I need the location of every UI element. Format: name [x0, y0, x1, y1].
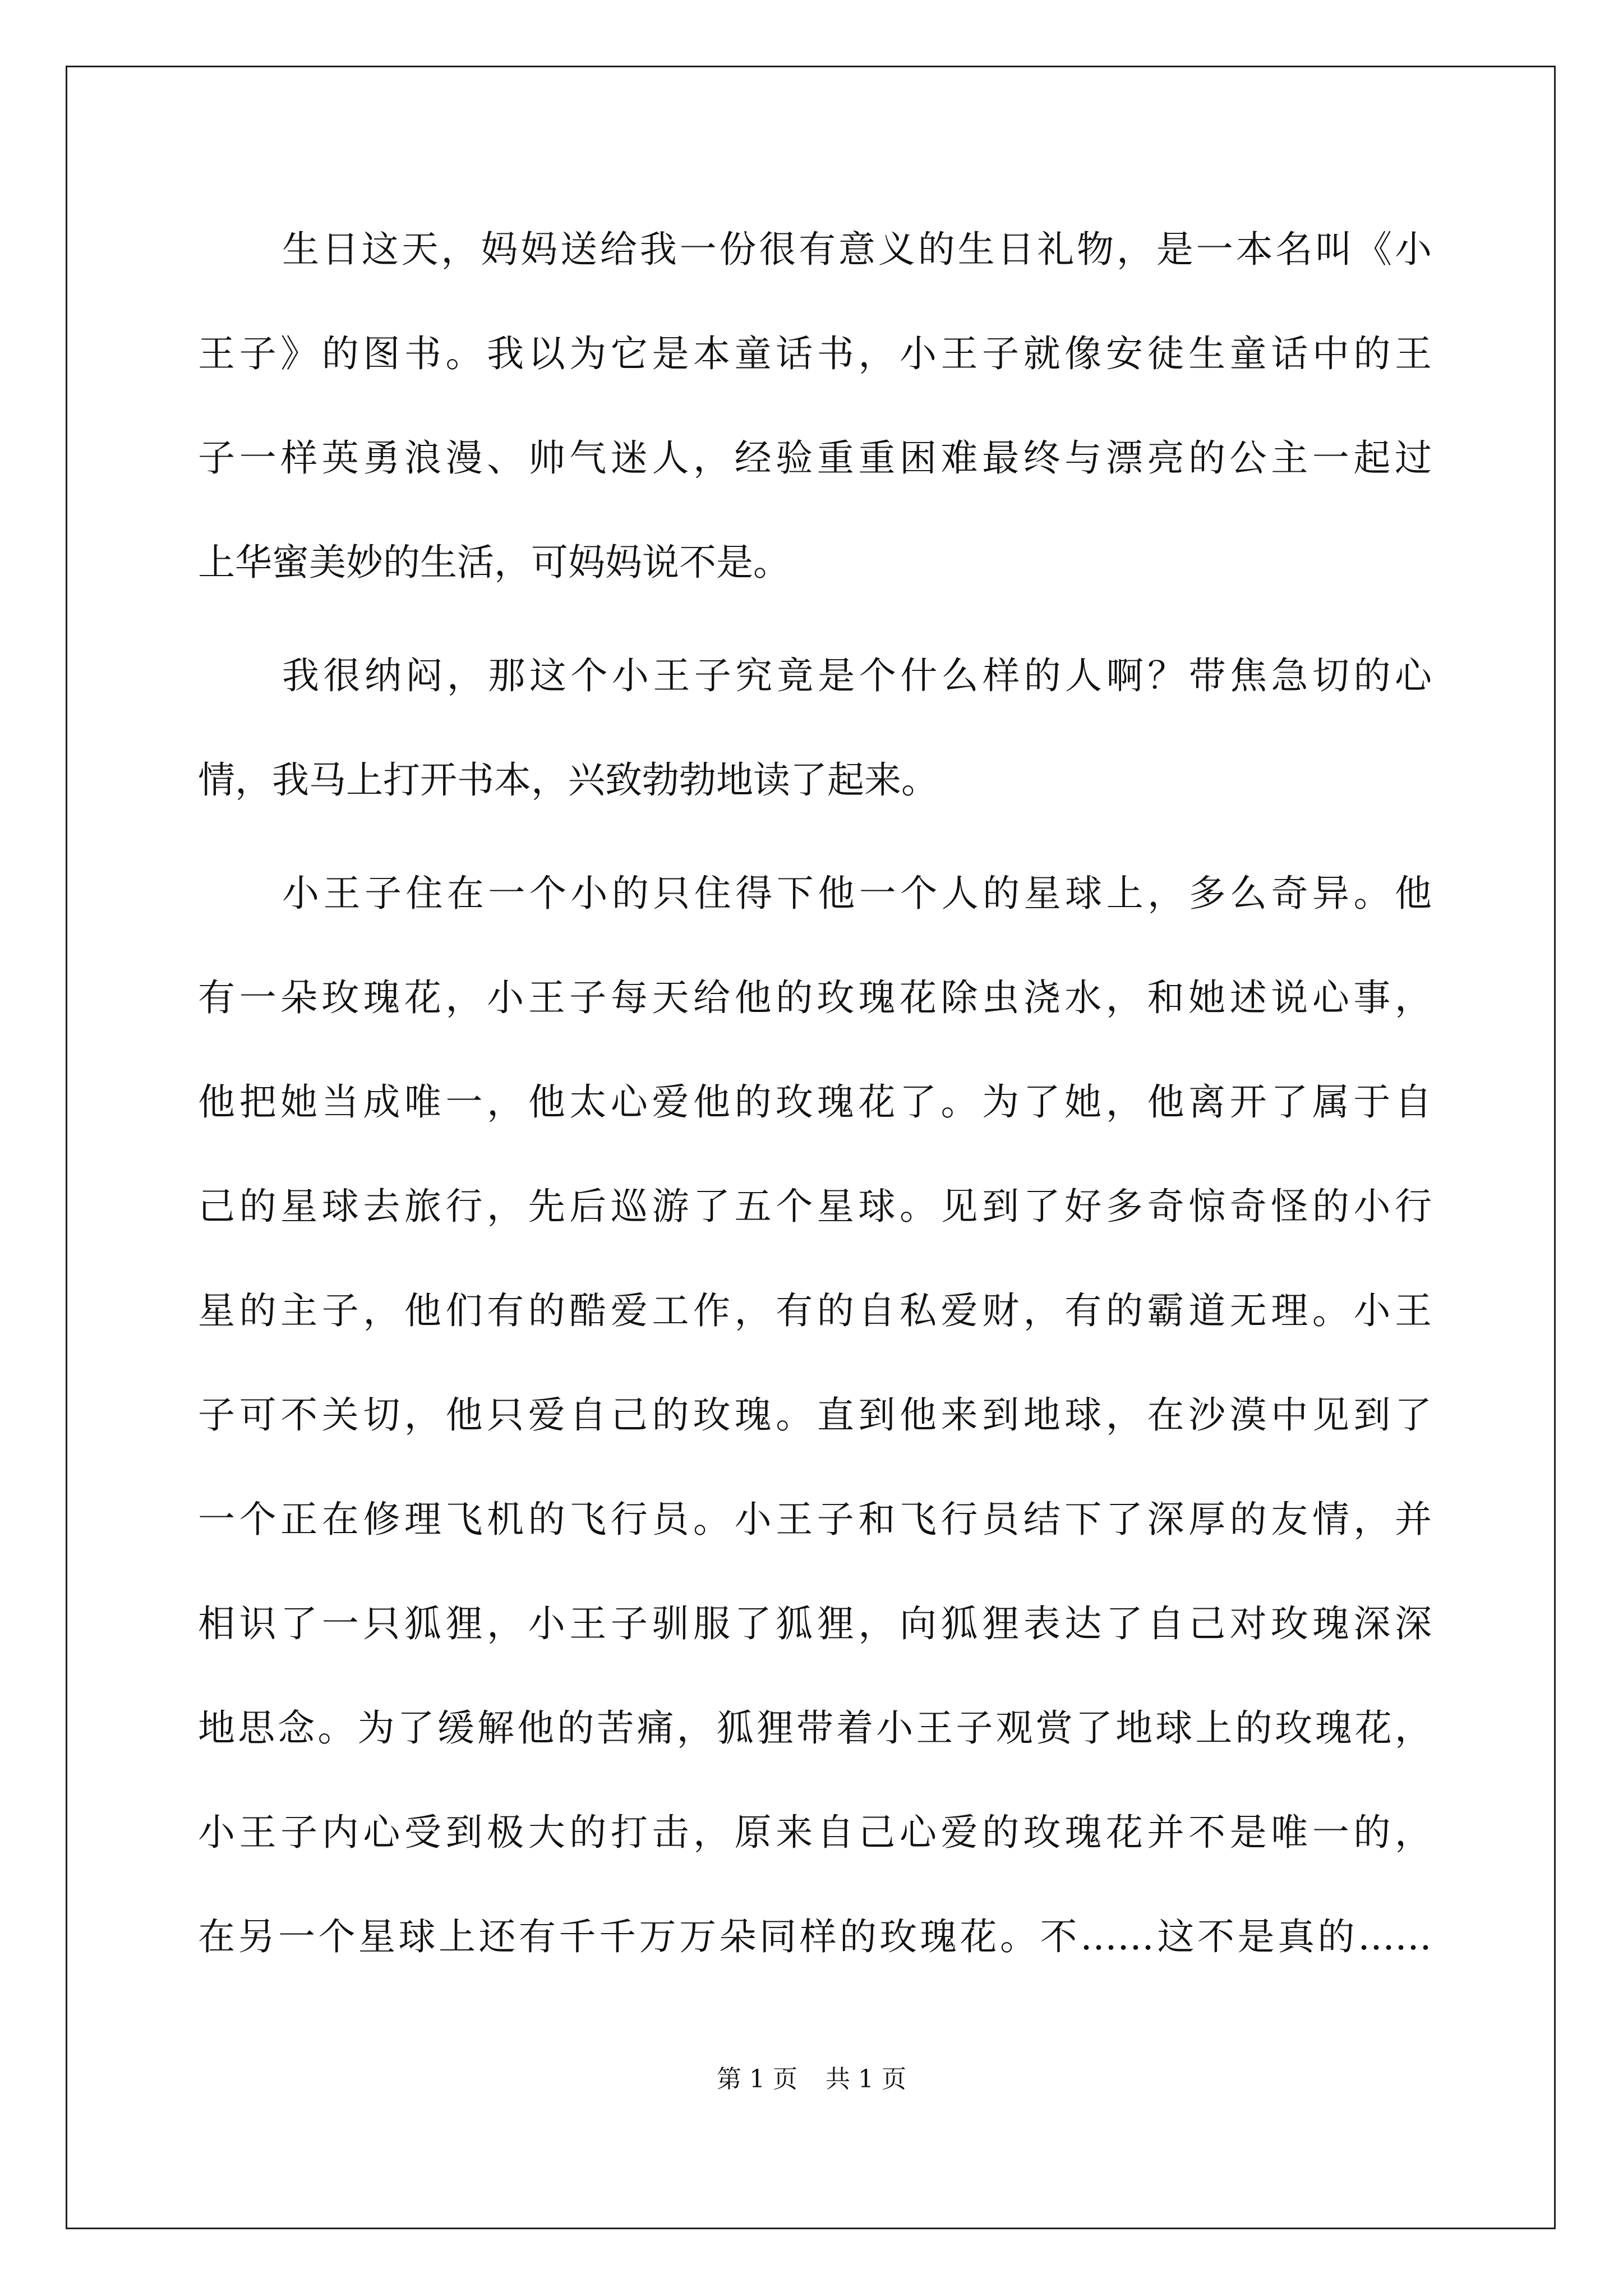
- paragraph-1-line-2: 王子》的图书。我以为它是本童话书，小王子就像安徒生童话中的王: [198, 332, 1432, 375]
- paragraph-3-line-1: 小王子住在一个小的只住得下他一个人的星球上，多么奇异。他: [282, 872, 1432, 915]
- paragraph-3-line-4: 己的星球去旅行，先后巡游了五个星球。见到了好多奇惊奇怪的小行: [198, 1185, 1432, 1228]
- paragraph-3-line-7: 一个正在修理飞机的飞行员。小王子和飞行员结下了深厚的友情，并: [198, 1498, 1432, 1541]
- paragraph-2-line-2: 情，我马上打开书本，兴致勃勃地读了起来。: [198, 758, 938, 802]
- paragraph-3-line-11: 在另一个星球上还有千千万万朵同样的玫瑰花。不……这不是真的……: [198, 1915, 1432, 1958]
- paragraph-3-line-3: 他把她当成唯一，他太心爱他的玫瑰花了。为了她，他离开了属于自: [198, 1080, 1432, 1124]
- paragraph-3-line-9: 地思念。为了缓解他的苦痛，狐狸带着小王子观赏了地球上的玫瑰花，: [198, 1706, 1432, 1750]
- paragraph-1-line-1: 生日这天，妈妈送给我一份很有意义的生日礼物，是一本名叫《小: [282, 228, 1432, 271]
- paragraph-3-line-2: 有一朵玫瑰花，小王子每天给他的玫瑰花除虫浇水，和她述说心事，: [198, 976, 1432, 1019]
- paragraph-2-line-1: 我很纳闷，那这个小王子究竟是个什么样的人啊？带焦急切的心: [282, 654, 1432, 697]
- paragraph-3-line-10: 小王子内心受到极大的打击，原来自己心爱的玫瑰花并不是唯一的，: [198, 1811, 1432, 1854]
- paragraph-3-line-6: 子可不关切，他只爱自己的玫瑰。直到他来到地球，在沙漠中见到了: [198, 1393, 1432, 1437]
- paragraph-1-line-4: 上华蜜美妙的生活，可妈妈说不是。: [198, 541, 790, 584]
- page-total: 共 1 页: [826, 2065, 906, 2093]
- page-number: 第 1 页: [717, 2065, 797, 2093]
- paragraph-1-line-3: 子一样英勇浪漫、帅气迷人，经验重重困难最终与漂亮的公主一起过: [198, 436, 1432, 480]
- paragraph-3-line-5: 星的主子，他们有的酷爱工作，有的自私爱财，有的霸道无理。小王: [198, 1289, 1432, 1332]
- paragraph-3-line-8: 相识了一只狐狸，小王子驯服了狐狸，向狐狸表达了自己对玫瑰深深: [198, 1602, 1432, 1645]
- page-footer: [0, 2059, 1623, 2095]
